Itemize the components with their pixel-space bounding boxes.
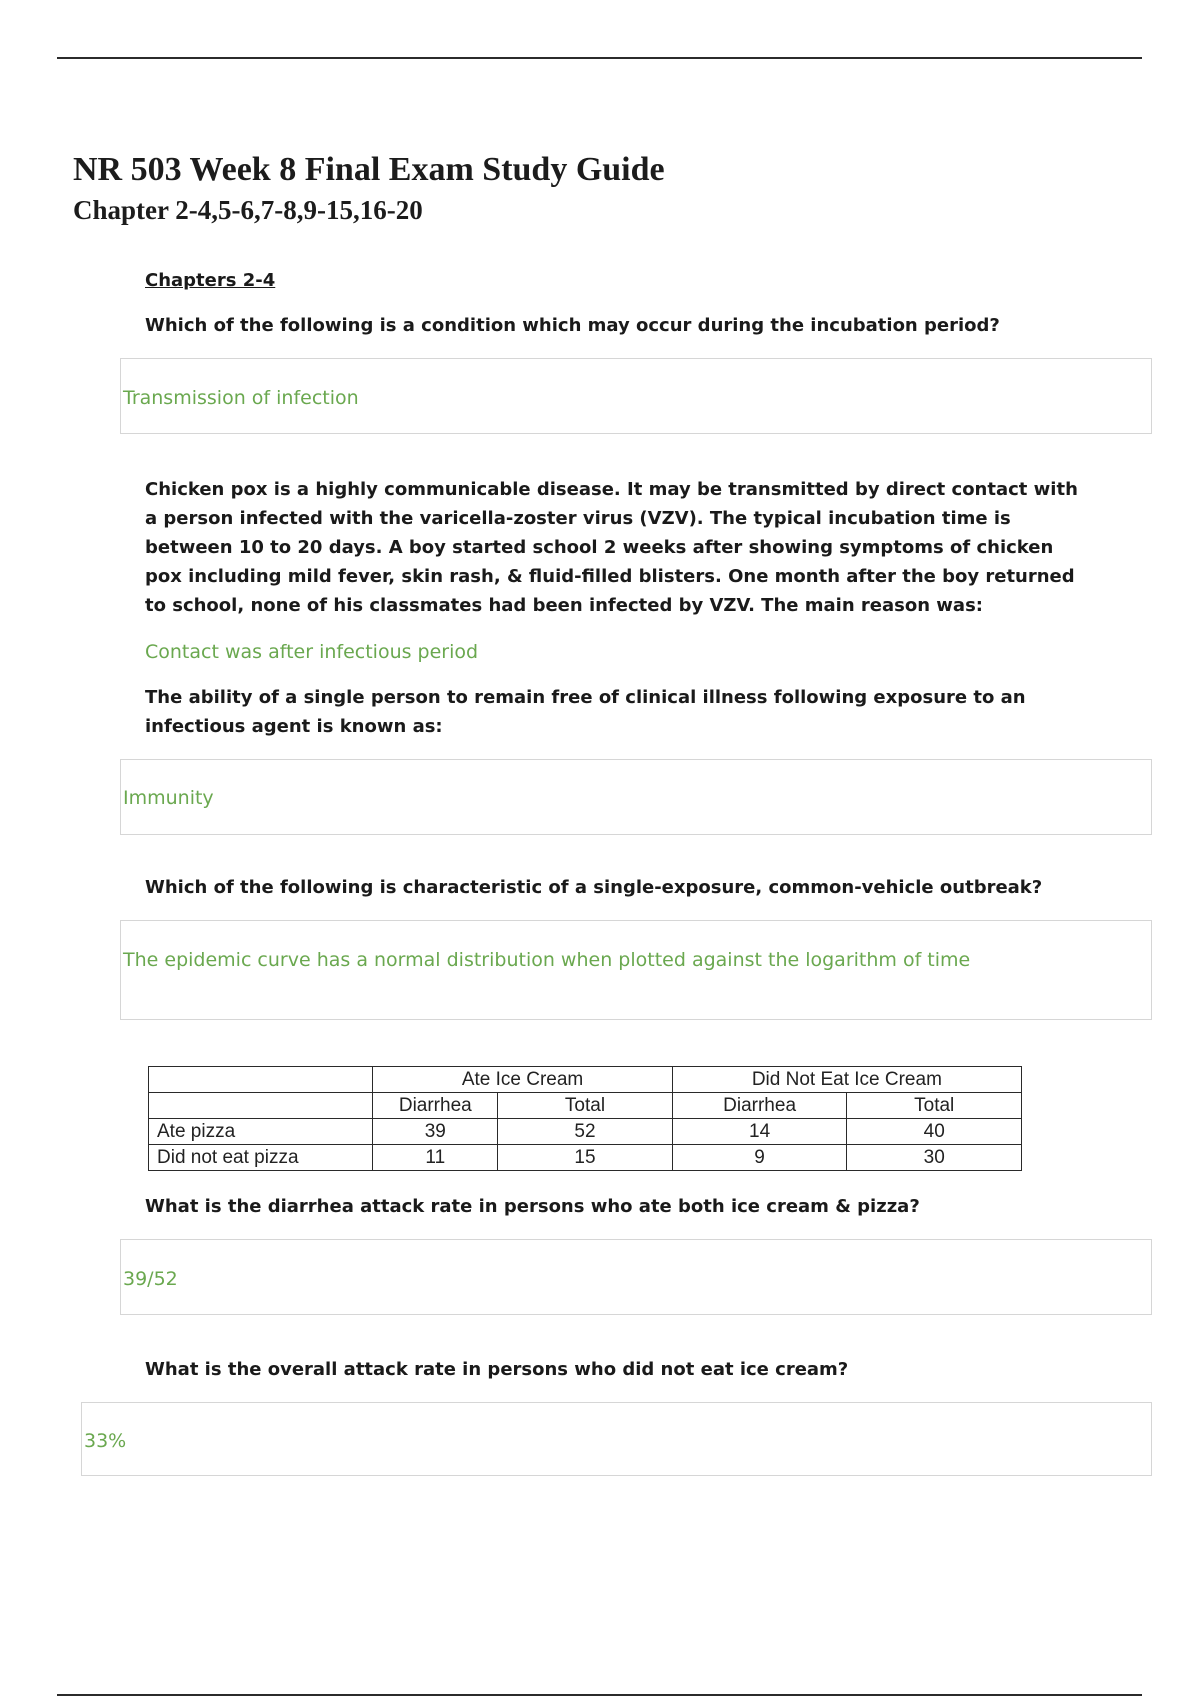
answer-1: Transmission of infection [123,387,359,409]
table-cell: 15 [498,1145,673,1171]
table-cell: 39 [373,1119,498,1145]
answer-2: Contact was after infectious period [145,641,479,663]
answer-box-4 [120,920,1152,1020]
answer-6: 33% [84,1430,127,1452]
question-4: Which of the following is characteristic of a single-exposure, common-vehicle outbreak? [145,877,1043,898]
subheader-diarrhea-2: Diarrhea [672,1093,847,1119]
answer-box-6 [81,1402,1152,1476]
table-subheader-row [149,1093,1022,1119]
answer-5: 39/52 [123,1268,178,1290]
table-cell: 30 [847,1145,1022,1171]
row-label-ate-pizza: Ate pizza [149,1119,373,1145]
page-subtitle: Chapter 2-4,5-6,7-8,9-15,16-20 [73,195,423,225]
question-1: Which of the following is a condition which may occur during the incubation period? [145,315,1000,336]
attack-rate-table [148,1066,1022,1171]
table-corner-cell [149,1067,373,1093]
answer-box-3 [120,759,1152,835]
answer-3: Immunity [123,787,214,809]
group-header-did-not-eat-ice-cream: Did Not Eat Ice Cream [672,1067,1021,1093]
table-empty-cell [149,1093,373,1119]
table-cell: 52 [498,1119,673,1145]
question-3: The ability of a single person to remain free of clinical illness following exposure to an infectious agent is known as: [145,687,1026,737]
question-6: What is the overall attack rate in persons who did not eat ice cream? [145,1359,849,1380]
table-row [149,1119,1022,1145]
table-cell: 11 [373,1145,498,1171]
subheader-diarrhea-1: Diarrhea [373,1093,498,1119]
question-5: What is the diarrhea attack rate in persons who ate both ice cream & pizza? [145,1196,920,1217]
answer-4: The epidemic curve has a normal distribution when plotted against the logarithm of time [123,949,971,971]
row-label-did-not-eat-pizza: Did not eat pizza [149,1145,373,1171]
table-group-header-row [149,1067,1022,1093]
table-row [149,1145,1022,1171]
top-rule [57,57,1142,59]
page-title: NR 503 Week 8 Final Exam Study Guide [73,151,665,188]
answer-box-5 [120,1239,1152,1315]
question-2: Chicken pox is a highly communicable disease. It may be transmitted by direct contact with a person infected with the varicella-zoster virus (VZV). The typical incubation time is between 10 to 20 days. A boy started school 2 weeks after showing symptoms of chicken pox including mild fever, skin rash, & fluid-filled blisters. One month after the boy returned to school, none of his classmates had been infected by VZV. The main reason was: [145,479,1078,616]
table-cell: 9 [672,1145,847,1171]
answer-box-1 [120,358,1152,434]
subheader-total-1: Total [498,1093,673,1119]
bottom-rule [57,1694,1142,1696]
table-cell: 40 [847,1119,1022,1145]
subheader-total-2: Total [847,1093,1022,1119]
table-cell: 14 [672,1119,847,1145]
section-heading-chapters-2-4[interactable]: Chapters 2-4 [145,270,276,291]
group-header-ate-ice-cream: Ate Ice Cream [373,1067,672,1093]
